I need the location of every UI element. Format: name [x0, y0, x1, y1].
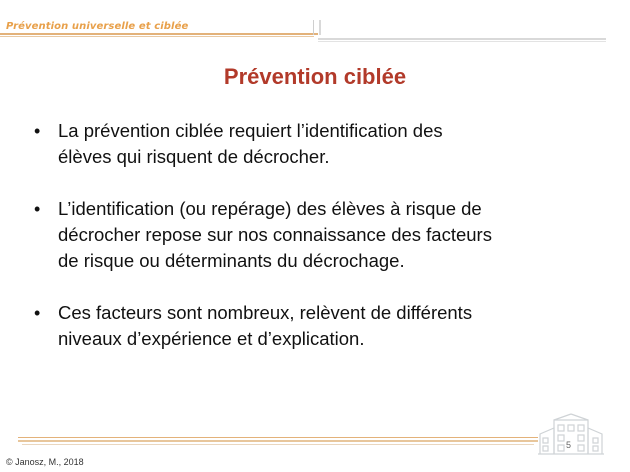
footer-rule-bottom [22, 444, 534, 445]
bullet-marker: • [34, 303, 41, 323]
footer-rule-top [18, 437, 538, 438]
bullet-line: élèves qui risquent de décrocher. [58, 146, 330, 167]
slide-title: Prévention ciblée [223, 64, 407, 89]
header-rule-right [318, 38, 606, 40]
bullet-marker: • [34, 199, 41, 219]
section-label: Prévention universelle et ciblée [6, 21, 189, 32]
bullet-line: de risque ou déterminants du décrochage. [58, 250, 405, 271]
bullet-line: niveaux d’expérience et d’explication. [58, 328, 365, 349]
header-rule-left [0, 33, 318, 35]
page-number: 5 [566, 440, 572, 450]
bullet-item [34, 300, 600, 352]
header-rule-left-thin [0, 36, 314, 37]
footer-rule-middle [18, 440, 538, 442]
bullet-line: La prévention ciblée requiert l’identification des [58, 120, 443, 141]
bullet-marker: • [34, 121, 41, 141]
bullet-line: décrocher repose sur nos connaissance des facteurs [58, 224, 492, 245]
header-rule-right-thin [318, 41, 606, 42]
copyright-notice: © Janosz, M., 2018 [6, 457, 84, 467]
bullet-item [34, 118, 600, 170]
bullet-line: Ces facteurs sont nombreux, relèvent de différents [58, 302, 473, 323]
bullet-list [34, 118, 600, 378]
bullet-line: L’identification (ou repérage) des élèves à risque de [58, 198, 482, 219]
bullet-item [34, 196, 600, 274]
header-tab-step [313, 20, 321, 35]
